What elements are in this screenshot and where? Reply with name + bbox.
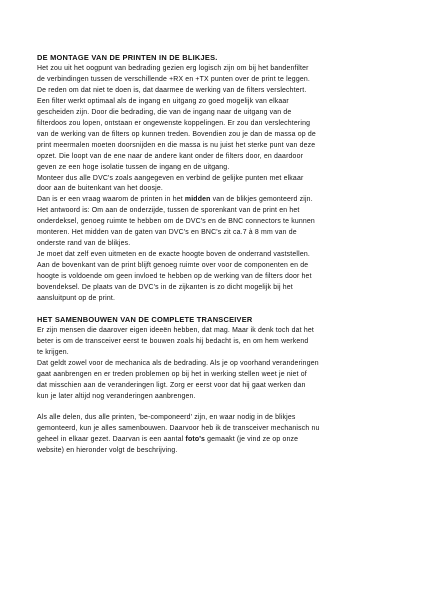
text-run: gemaakt (je vind ze op onze [205,435,299,443]
text-line: dat misschien aan de veranderingen ligt. Zorg er eerst voor dat hij gaat werken dan [37,381,306,389]
text-line: Een filter werkt optimaal als de ingang en uitgang zo goed mogelijk van elkaar [37,97,289,105]
text-line: beter is om de transceiver eerst te bouwen zoals hij bedacht is, en om hem werkend [37,337,309,345]
text-line: print meermalen moeten doorsnijden en die massa is nu juist het sterke punt van deze [37,141,316,149]
text-line-with-bold [37,435,388,446]
text-line: Het zou uit het oogpunt van bedrading gezien erg logisch zijn om bij het bandenfilter [37,65,309,72]
text-line: Aan de bovenkant van de print blijft genoeg ruimte over voor de componenten en de [37,262,309,270]
text-line: onderdeksel, genoeg ruimte te hebben om de DVC's en de BNC connectors te kunnen [37,218,315,226]
text-line: te krijgen. [37,348,69,356]
paragraph-samenbouwen-intro [37,326,388,403]
section-spacer [37,305,388,314]
text-line: de verbindingen tussen de verschillende +RX en +TX punten over de print te leggen. [37,75,310,83]
text-line: Als alle delen, dus alle printen, 'be-componeerd' zijn, en waar nodig in de blikjes [37,413,296,421]
text-run: geheel in elkaar gezet. Daarvan is een aantal [37,435,186,443]
text-line: Monteer dus alle DVC's zoals aangegeven en verbind de gelijke punten met elkaar [37,174,304,182]
text-line: De reden om dat niet te doen is, dat daarmee de werking van de filters verslechtert. [37,86,307,94]
text-run: Dan is er een vraag waarom de printen in het [37,196,185,204]
section-heading-samenbouwen: HET SAMENBOUWEN VAN DE COMPLETE TRANSCEIVER [37,314,253,324]
text-line: Het antwoord is: Om aan de onderzijde, tussen de sporenkant van de print en het [37,207,300,215]
text-line: monteren. Het midden van de gaten van DVC's en BNC's zit ca.7 à 8 mm van de [37,229,297,237]
text-line: gescheiden zijn. Door die bedrading, die van de ingang naar de uitgang van de [37,108,292,116]
bold-word-fotos: foto's [185,435,206,443]
text-line: bovendeksel. De plaats van de DVC's in de zijkanten is zo dicht mogelijk bij het [37,284,293,292]
paragraph-montage-intro [37,64,388,305]
text-line: aansluitpunt op de print. [37,295,116,303]
text-line: door aan de buitenkant van het doosje. [37,185,163,193]
paragraph-samenbouwen-assembly [37,413,388,457]
text-line: Dat geldt zowel voor de mechanica als de bedrading. Als je op voorhand veranderingen [37,359,319,367]
bold-word-midden: midden [184,196,211,204]
section-heading-montage: DE MONTAGE VAN DE PRINTEN IN DE BLIKJES. [37,53,218,62]
text-line: filterdoos zou lopen, ontstaan er ongewenste koppelingen. Er zou dan verslechtering [37,119,311,127]
text-line-with-bold [37,195,388,206]
text-line: hoogte is voldoende om geen invloed te hebben op de werking van de filters door het [37,273,312,281]
text-line: geven ze een hoge isolatie tussen de ingang en de uitgang. [37,163,230,171]
text-run: van de blikjes gemonteerd zijn. [210,196,313,204]
text-line: gaat aanbrengen en er treden problemen op bij het in werking stellen weet je niet of [37,370,307,378]
text-line: gemonteerd, kun je alles samenbouwen. Daarvoor heb ik de transceiver mechanisch nu [37,424,320,432]
text-line: Er zijn mensen die daarover eigen ideeën hebben, dat mag. Maar ik denk toch dat het [37,326,314,334]
text-line: van de werking van de filters op kunnen treden. Bovendien zou je dan de massa op de [37,130,316,138]
paragraph-spacer [37,403,388,413]
text-line: opzet. Die loopt van de ene naar de andere kant onder de filters door, en daardoor [37,152,304,160]
text-line: Je moet dat zelf even uitmeten en de exacte hoogte boven de onderrand vaststellen. [37,251,310,259]
text-line: kun je later altijd nog veranderingen aanbrengen. [37,392,196,400]
text-line: onderste rand van de blikjes. [37,240,131,248]
text-line: website) en hieronder volgt de beschrijving. [37,446,178,454]
